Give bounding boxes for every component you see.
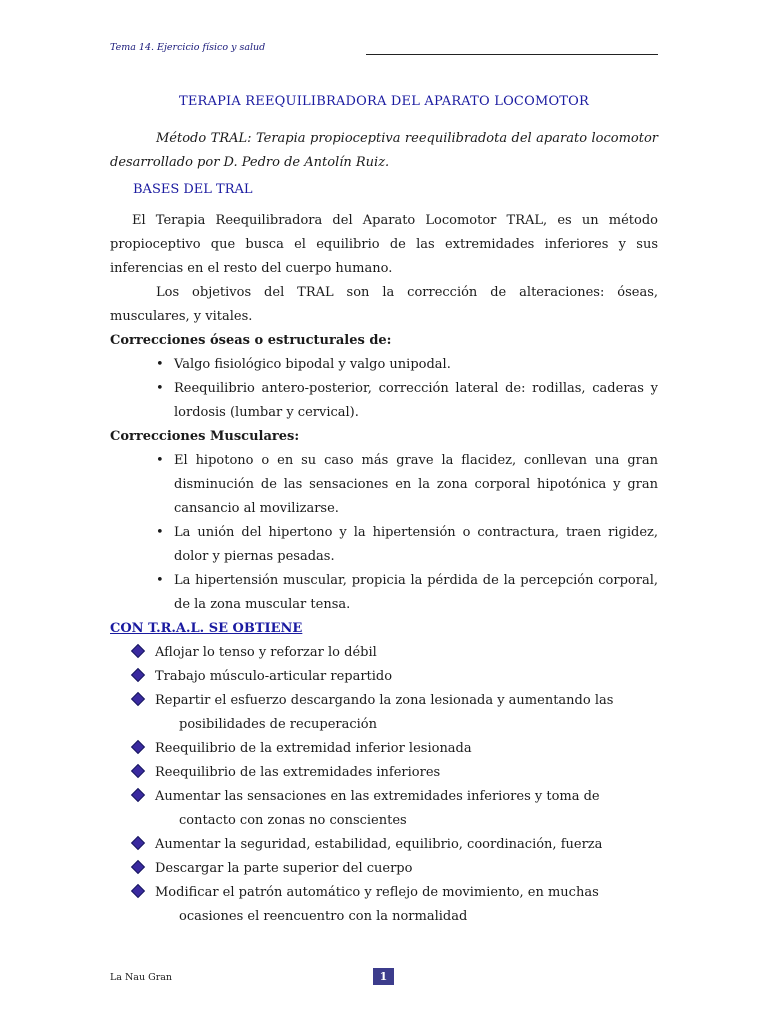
paragraph-bases-2: Los objetivos del TRAL son la corrección de alteraciones: óseas, musculares, y vitales. [110,285,658,324]
list-item: Descargar la parte superior del cuerpo [110,857,658,881]
diamond-bullet-icon [131,836,145,850]
list-item: • Valgo fisiológico bipodal y valgo unipodal. [110,353,658,377]
list-item: • Reequilibrio antero-posterior, corrección lateral de: rodillas, caderas y lordosis (lumbar y cervical). [110,377,658,425]
diamond-bullet-icon [131,740,145,754]
list-item: Repartir el esfuerzo descargando la zona lesionada y aumentando las posibilidades de recuperación [110,689,658,737]
subheading-oseas: Correcciones óseas o estructurales de: [110,333,392,348]
list-musculares [110,449,658,617]
bullet-icon: • [156,381,164,396]
diamond-bullet-icon [131,884,145,898]
list-item: • El hipotono o en su caso más grave la flacidez, conllevan una gran disminución de las sensaciones en la zona corporal hipotónica y gran cansancio al movilizarse. [110,449,658,521]
list-item: Modificar el patrón automático y reflejo de movimiento, en muchas ocasiones el reencuentro con la normalidad [110,881,658,929]
subheading-musculares: Correcciones Musculares: [110,429,300,444]
section-heading-bases: BASES DEL TRAL [133,182,253,197]
intro-paragraph: Método TRAL: Terapia propioceptiva reequilibradota del aparato locomotor desarrollado por D. Pedro de Antolín Ruiz. [110,131,658,170]
bullet-icon: • [156,453,164,468]
list-item: Aumentar la seguridad, estabilidad, equilibrio, coordinación, fuerza [110,833,658,857]
diamond-bullet-icon [131,692,145,706]
footer-text: La Nau Gran [110,972,173,983]
page-title: TERAPIA REEQUILIBRADORA DEL APARATO LOCOMOTOR [178,94,590,109]
diamond-bullet-icon [131,668,145,682]
list-item: Trabajo músculo-articular repartido [110,665,658,689]
bullet-icon: • [156,525,164,540]
list-item: Reequilibrio de la extremidad inferior lesionada [110,737,658,761]
section-heading-obtiene: CON T.R.A.L. SE OBTIENE [110,621,303,636]
running-header: Tema 14. Ejercicio físico y salud [110,42,266,53]
diamond-bullet-icon [131,764,145,778]
list-obtiene [110,641,658,929]
document-body [110,209,658,929]
diamond-bullet-icon [131,860,145,874]
diamond-bullet-icon [131,644,145,658]
page-number: 1 [373,968,394,985]
list-item: • La hipertensión muscular, propicia la pérdida de la percepción corporal, de la zona muscular tensa. [110,569,658,617]
list-item: Aflojar lo tenso y reforzar lo débil [110,641,658,665]
list-item: Reequilibrio de las extremidades inferiores [110,761,658,785]
bullet-icon: • [156,573,164,588]
paragraph-bases-1: El Terapia Reequilibradora del Aparato Locomotor TRAL, es un método propioceptivo que busca el equilibrio de las extremidades inferiores y sus inferencias en el resto del cuerpo humano. [110,213,658,276]
list-oseas [110,353,658,425]
list-item: • La unión del hipertono y la hipertensión o contractura, traen rigidez, dolor y piernas pesadas. [110,521,658,569]
diamond-bullet-icon [131,788,145,802]
bullet-icon: • [156,357,164,372]
list-item: Aumentar las sensaciones en las extremidades inferiores y toma de contacto con zonas no conscientes [110,785,658,833]
header-rule [366,54,658,55]
